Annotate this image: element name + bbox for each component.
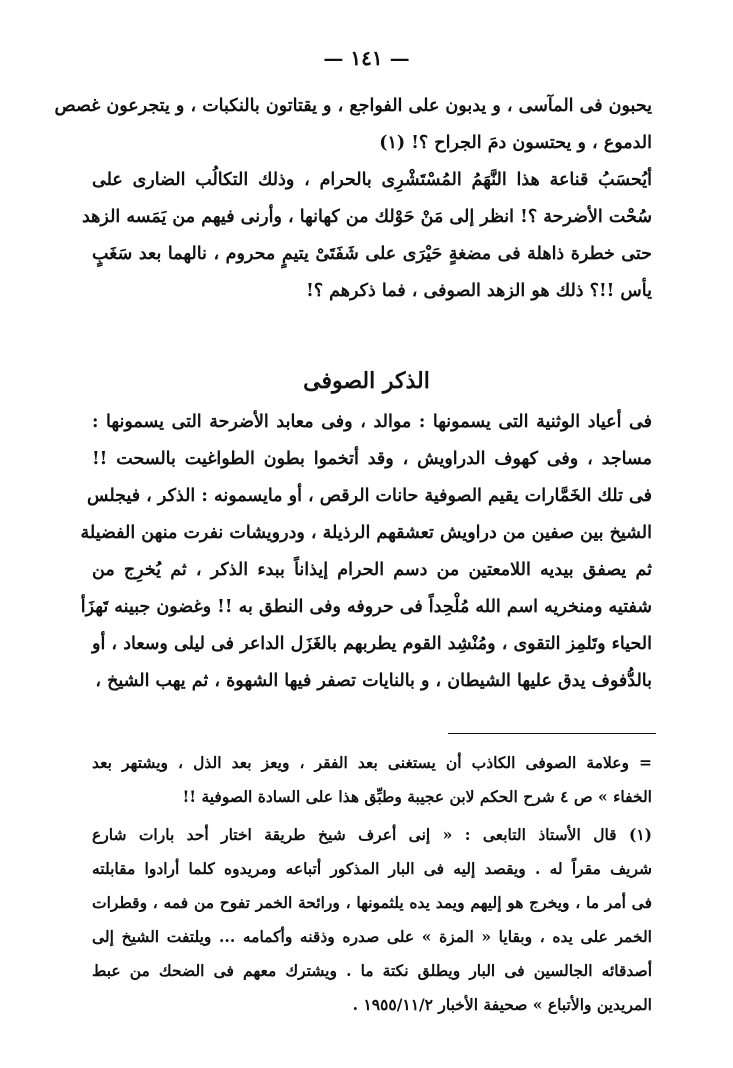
footnote-line: أصدقائه الجالسين فى البار ويطلق نكتة ما . ويشترك معهم فى الضحك من عبط	[92, 961, 652, 980]
text-line: فى تلك الخَمَّارات يقيم الصوفية حانات الرقص ، أو مايسمونه : الذكر ، فيجلس	[87, 486, 652, 506]
text-line: فى أعياد الوثنية التى يسمونها : موالد ، وفى معابد الأضرحة التى يسمونها :	[92, 412, 652, 432]
footnote-continuation	[92, 746, 652, 814]
text-line: الدموع ، و يحتسون دمَ الجراح ؟! (١)	[379, 133, 652, 153]
section-heading: الذكر الصوفى	[303, 368, 430, 394]
footnote-line: الخمر على يده ، وبقايا « المزة » على صدره وذقنه وأكمامه ... ويلتفت الشيخ إلى	[92, 927, 652, 946]
paragraph-top	[54, 88, 652, 310]
footnote-line: = وعلامة الصوفى الكاذب أن يستغنى بعد الفقر ، ويعز بعد الذل ، ويشتهر بعد	[92, 753, 652, 772]
text-line: شفتيه ومنخريه اسم الله مُلْحِداً فى حروفه وفى النطق به !! وغضون جبينه تَهزَأ	[80, 597, 652, 617]
text-line: يحبون فى المآسى ، و يدبون على الفواجع ، و يقتاتون بالنكبات ، و يتجرعون غصص	[54, 96, 652, 116]
text-line: بالدُّفوف يدق عليها الشيطان ، و بالنايات تصفر فيها الشهوة ، ثم يهب الشيخ ،	[95, 671, 652, 691]
page-number: — ١٤١ —	[323, 46, 410, 70]
text-line: الحياء وتَلمِز التقوى ، ومُنْشِد القوم يطربهم بالغَزَل الداعر فى ليلى وسعاد ، أو	[92, 634, 652, 654]
text-line: أيُحسَبُ قناعة هذا النَّهَمُ المُسْتَشْرِى بالحرام ، وذلك التكالُب الضارى على	[92, 170, 652, 190]
text-line: سُحْت الأضرحة ؟! انظر إلى مَنْ حَوْلك من كهانها ، وأرنى فيهم من يَمَسه الزهد	[82, 207, 652, 227]
footnote-line: (١) قال الأستاذ التابعى : « إنى أعرف شيخ طريقة اختار أحد بارات شارع	[92, 825, 652, 844]
text-line: مساجد ، وفى كهوف الدراويش ، وقد أتخموا بطون الطواغيت بالسحت !!	[92, 449, 652, 469]
footnote-line: فى أمر ما ، ويخرج هو إليهم ويمد يده يلثمونها ، ورائحة الخمر تفوح من فمه ، وقطرات	[92, 893, 652, 912]
paragraph-dhikr	[80, 404, 652, 700]
footnote-line: شريف مقراً له . ويقصد إليه فى البار المذكور أتباعه ومريدوه كلما أرادوا مقابلته	[92, 859, 652, 878]
text-line: الشيخ بين صفين من دراويش تعشقهم الرذيلة ، ودرويشات نفرت منهن الفضيلة	[80, 523, 652, 543]
footnote-separator	[448, 733, 656, 734]
text-line: ثم يصفق بيديه اللامعتين من دسم الحرام إيذاناً ببدء الذكر ، ثم يُخرِج من	[92, 560, 652, 580]
footnote-line: الخفاء » ص ٤ شرح الحكم لابن عجيبة وطبِّق هذا على السادة الصوفية !!	[182, 787, 652, 806]
footnote-1	[92, 818, 652, 1022]
text-line: يأس !!؟ ذلك هو الزهد الصوفى ، فما ذكرهم ؟!	[306, 281, 652, 301]
text-line: حتى خطرة ذاهلة فى مضغةٍ حَيْرَى على شَفَتَىْ يتيمٍ محروم ، نالهما بعد سَغَبٍ	[92, 244, 652, 264]
footnote-line: المريدين والأتباع » صحيفة الأخبار ١٩٥٥/١١/٢ .	[352, 995, 652, 1014]
